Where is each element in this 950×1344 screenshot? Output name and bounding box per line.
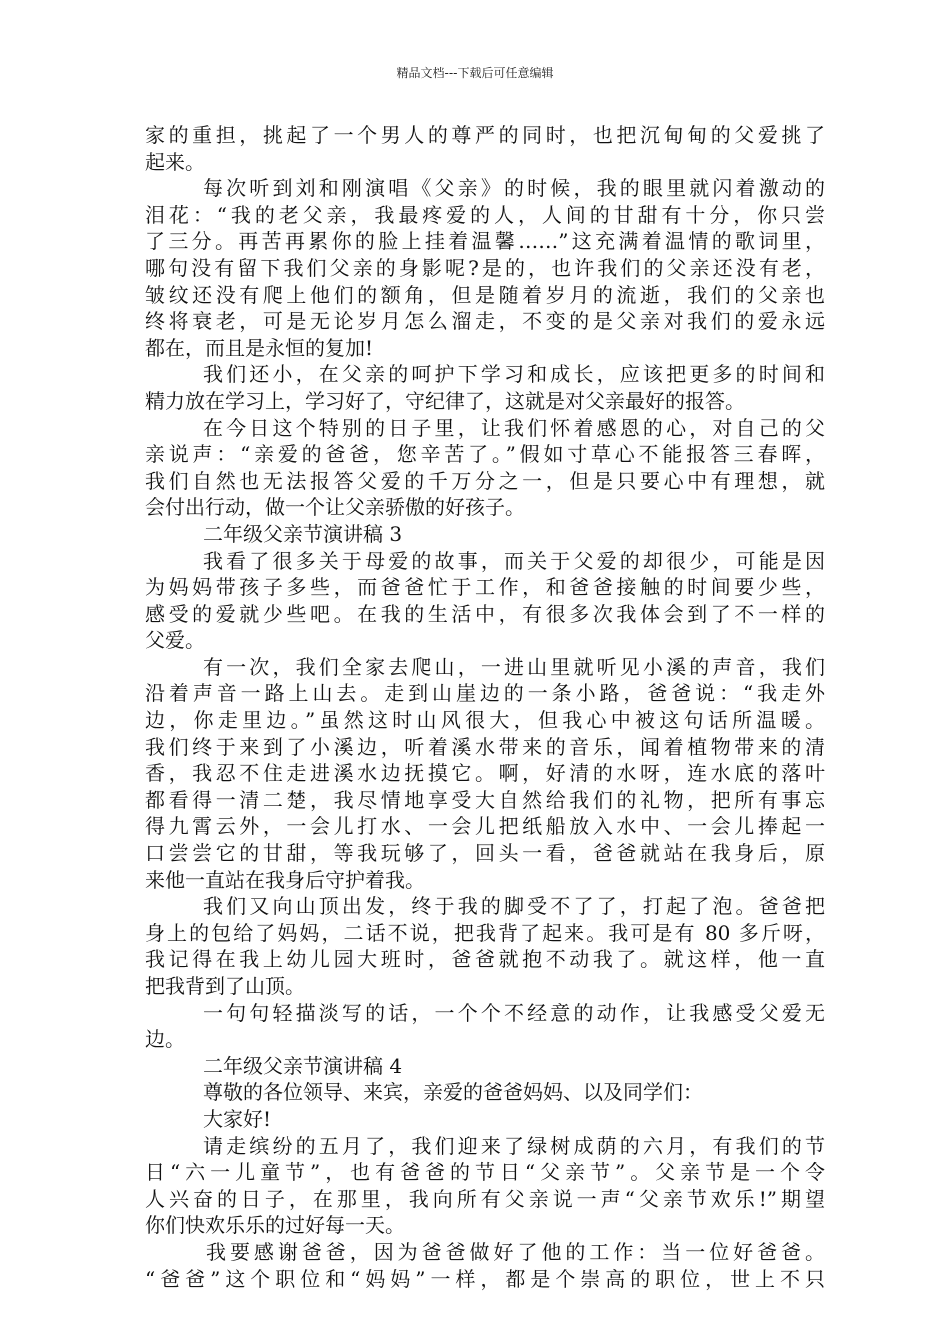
- text-line: 皱纹还没有爬上他们的额角，但是随着岁月的流逝，我们的父亲也: [145, 282, 825, 307]
- text-line: 家的重担，挑起了一个男人的尊严的同时，也把沉甸甸的父爱挑了: [145, 123, 825, 147]
- text-line: 亲说声：“亲爱的爸爸，您辛苦了。”假如寸草心不能报答三春晖，: [145, 442, 825, 467]
- text-line: 你们快欢乐乐的过好每一天。: [145, 1213, 405, 1238]
- text-line: 一句句轻描淡写的话，一个个不经意的动作，让我感受父爱无: [203, 1000, 825, 1025]
- text-line: 身上的包给了妈妈，二话不说，把我背了起来。我可是有 80 多斤呀，: [145, 920, 825, 945]
- text-line: 我们终于来到了小溪边，听着溪水带来的音乐，闻着植物带来的清: [145, 734, 825, 759]
- text-line: 边。: [145, 1027, 185, 1052]
- text-line: 得九霄云外，一会儿打水、一会儿把纸船放入水中、一会儿捧起一: [145, 814, 825, 839]
- text-line: 口尝尝它的甘甜，等我玩够了，回头一看，爸爸就站在我身后，原: [145, 841, 825, 866]
- text-line: 父爱。: [145, 628, 205, 653]
- text-line: 我要感谢爸爸，因为爸爸做好了他的工作：当一位好爸爸。: [206, 1239, 825, 1264]
- text-line: 我们自然也无法报答父爱的千万分之一，但是只要心中有理想，就: [145, 468, 825, 493]
- text-line: 二年级父亲节演讲稿 4: [203, 1053, 403, 1078]
- text-line: 香，我忍不住走进溪水边抚摸它。啊，好清的水呀，连水底的落叶: [145, 761, 825, 786]
- text-line: 把我背到了山顶。: [145, 974, 305, 998]
- text-line: 起来。: [145, 149, 205, 174]
- text-line: 我记得在我上幼儿园大班时，爸爸就抱不动我了。就这样，他一直: [145, 947, 825, 972]
- text-line: 二年级父亲节演讲稿 3: [203, 521, 403, 546]
- text-line: 边，你走里边。”虽然这时山风很大，但我心中被这句话所温暖。: [145, 708, 825, 733]
- text-line: 会付出行动，做一个让父亲骄傲的好孩子。: [145, 495, 525, 520]
- text-line: 哪句没有留下我们父亲的身影呢?是的，也许我们的父亲还没有老，: [145, 255, 825, 280]
- document-body: [145, 122, 825, 1292]
- text-line: 来他一直站在我身后守护着我。: [145, 867, 425, 892]
- text-line: 都看得一清二楚，我尽情地享受大自然给我们的礼物，把所有事忘: [145, 787, 825, 812]
- text-line: 我们又向山顶出发，终于我的脚受不了了，打起了泡。爸爸把: [203, 894, 825, 919]
- text-line: 都在，而且是永恒的复加!: [145, 335, 374, 360]
- text-line: 为妈妈带孩子多些，而爸爸忙于工作，和爸爸接触的时间要少些，: [145, 575, 825, 600]
- text-line: 我看了很多关于母爱的故事，而关于父爱的却很少，可能是因: [203, 548, 825, 573]
- text-line: 大家好!: [203, 1106, 272, 1131]
- text-line: 每次听到刘和刚演唱《父亲》的时候，我的眼里就闪着激动的: [203, 176, 825, 201]
- text-line: 我们还小，在父亲的呵护下学习和成长，应该把更多的时间和: [203, 362, 825, 387]
- text-line: 在今日这个特别的日子里，让我们怀着感恩的心，对自己的父: [203, 415, 825, 440]
- text-line: 了三分。再苦再累你的脸上挂着温馨……”这充满着温情的歌词里，: [145, 229, 825, 254]
- text-line: 感受的爱就少些吧。在我的生活中，有很多次我体会到了不一样的: [145, 601, 825, 626]
- text-line: 人兴奋的日子，在那里，我向所有父亲说一声“父亲节欢乐!”期望: [145, 1186, 825, 1211]
- text-line: 请走缤纷的五月了，我们迎来了绿树成荫的六月，有我们的节: [203, 1133, 825, 1158]
- text-line: 泪花：“我的老父亲，我最疼爱的人，人间的甘甜有十分，你只尝: [145, 202, 825, 227]
- text-line: 有一次，我们全家去爬山，一进山里就听见小溪的声音，我们: [203, 654, 825, 679]
- text-line: 尊敬的各位领导、来宾，亲爱的爸爸妈妈、以及同学们：: [203, 1080, 703, 1105]
- page-header: 精品文档---下载后可任意编辑: [396, 66, 554, 80]
- text-line: 沿着声音一路上山去。走到山崖边的一条小路，爸爸说：“我走外: [145, 681, 825, 706]
- text-line: 精力放在学习上，学习好了，守纪律了，这就是对父亲最好的报答。: [145, 388, 745, 413]
- text-line: “爸爸”这个职位和“妈妈”一样，都是个崇高的职位，世上不只: [145, 1266, 825, 1291]
- text-line: 日“六一儿童节”，也有爸爸的节日“父亲节”。父亲节是一个令: [145, 1160, 825, 1185]
- text-line: 终将衰老，可是无论岁月怎么溜走，不变的是父亲对我们的爱永远: [145, 309, 825, 334]
